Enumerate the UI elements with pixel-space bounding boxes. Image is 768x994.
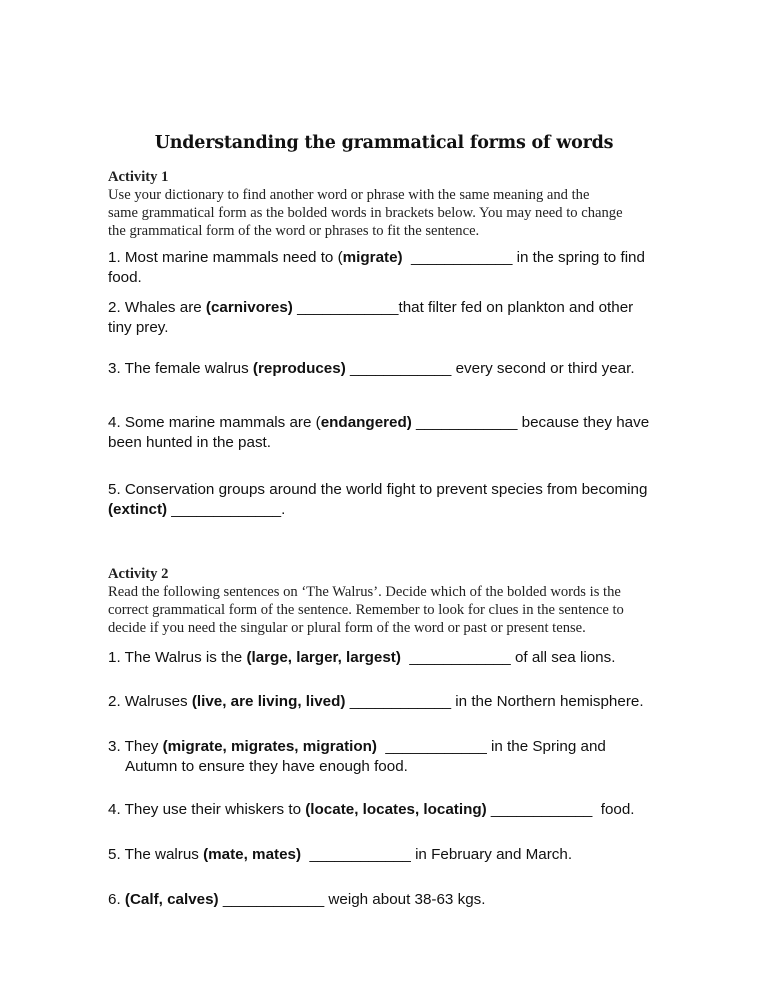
- activity2-question-5: [108, 845, 668, 865]
- answer-blank[interactable]: ____________: [402, 249, 517, 266]
- answer-blank[interactable]: ____________: [345, 360, 456, 377]
- answer-blank[interactable]: ____________: [411, 414, 522, 431]
- activity1-question-5: [108, 480, 668, 519]
- bold-word: (carnivores): [205, 299, 293, 316]
- activity1-question-4: [108, 413, 668, 452]
- question-text: in the spring to find: [516, 249, 645, 266]
- question-text: of all sea lions.: [514, 649, 616, 666]
- activity2-question-1: [108, 648, 668, 668]
- activity2-instructions-line: decide if you need the singular or plural form of the word or past or present tense.: [108, 620, 586, 636]
- activity1-question-3: [108, 359, 668, 379]
- bold-options: (large, larger, largest): [246, 649, 401, 666]
- question-text: every second or third year.: [455, 360, 635, 377]
- activity1-instructions-line: the grammatical form of the word or phrases to fit the sentence.: [108, 223, 480, 239]
- activity2-question-3: [108, 737, 668, 776]
- activity1-intro: [108, 168, 668, 240]
- question-text: weigh about 38-63 kgs.: [328, 891, 486, 908]
- answer-blank[interactable]: ____________: [292, 299, 399, 316]
- question-text-continued: been hunted in the past.: [108, 433, 271, 451]
- bold-word: endangered): [320, 414, 412, 431]
- question-text: 3. The female walrus: [108, 360, 253, 377]
- bold-word: (reproduces): [252, 360, 346, 377]
- activity1-instructions-line: Use your dictionary to find another word or phrase with the same meaning and the: [108, 187, 590, 203]
- question-text-continued: tiny prey.: [108, 318, 169, 336]
- bold-word: (extinct): [108, 500, 168, 518]
- question-text: in the Northern hemisphere.: [455, 693, 644, 710]
- bold-word-close: ): [397, 249, 403, 266]
- answer-blank[interactable]: ____________: [376, 738, 491, 755]
- answer-blank[interactable]: ____________: [400, 649, 515, 666]
- question-text: 5. The walrus: [108, 846, 204, 863]
- activity2-instructions-line: Read the following sentences on ‘The Walrus’. Decide which of the bolded words is the: [108, 584, 621, 600]
- answer-blank[interactable]: ____________: [486, 801, 601, 818]
- question-text: food.: [600, 801, 635, 818]
- question-text: .: [281, 500, 286, 518]
- page-title: Understanding the grammatical forms of words: [154, 133, 614, 153]
- question-text: 6.: [108, 891, 125, 908]
- bold-options: (mate, mates): [203, 846, 302, 863]
- question-text: that filter fed on plankton and other: [398, 299, 634, 316]
- question-text: in the Spring and: [491, 738, 606, 755]
- question-text: 4. They use their whiskers to: [108, 801, 306, 818]
- answer-blank[interactable]: ____________: [301, 846, 416, 863]
- bold-options: (live, are living, lived): [191, 693, 346, 710]
- question-text: 5. Conservation groups around the world fight to prevent species from becoming: [108, 481, 648, 498]
- answer-blank[interactable]: _____________: [167, 500, 282, 518]
- question-text: because they have: [521, 414, 650, 431]
- activity2-intro: [108, 565, 668, 637]
- answer-blank[interactable]: ____________: [345, 693, 456, 710]
- activity2-instructions-line: correct grammatical form of the sentence. Remember to look for clues in the sentence to: [108, 602, 624, 618]
- question-text: 1. The Walrus is the: [108, 649, 247, 666]
- bold-options: (migrate, migrates, migration): [162, 738, 377, 755]
- activity2-heading: Activity 2: [108, 566, 169, 582]
- bold-options: (locate, locates, locating): [305, 801, 487, 818]
- question-text: 2. Walruses: [108, 693, 192, 710]
- question-text: 1. Most marine mammals need to (: [108, 249, 343, 266]
- question-text-continued: Autumn to ensure they have enough food.: [125, 757, 408, 775]
- question-text-continued: food.: [108, 268, 142, 286]
- activity1-question-2: [108, 298, 668, 337]
- activity2-question-2: [108, 692, 668, 712]
- question-text: 4. Some marine mammals are (: [108, 414, 321, 431]
- bold-options: (Calf, calves): [124, 891, 219, 908]
- question-text: in February and March.: [415, 846, 573, 863]
- bold-word: migrate: [342, 249, 398, 266]
- activity2-question-6: [108, 890, 668, 910]
- activity1-instructions-line: same grammatical form as the bolded words in brackets below. You may need to change: [108, 205, 623, 221]
- question-text: 2. Whales are: [108, 299, 206, 316]
- activity1-question-1: [108, 248, 668, 287]
- answer-blank[interactable]: ____________: [218, 891, 329, 908]
- activity1-heading: Activity 1: [108, 169, 169, 185]
- activity2-question-4: [108, 800, 668, 820]
- question-text: 3. They: [108, 738, 163, 755]
